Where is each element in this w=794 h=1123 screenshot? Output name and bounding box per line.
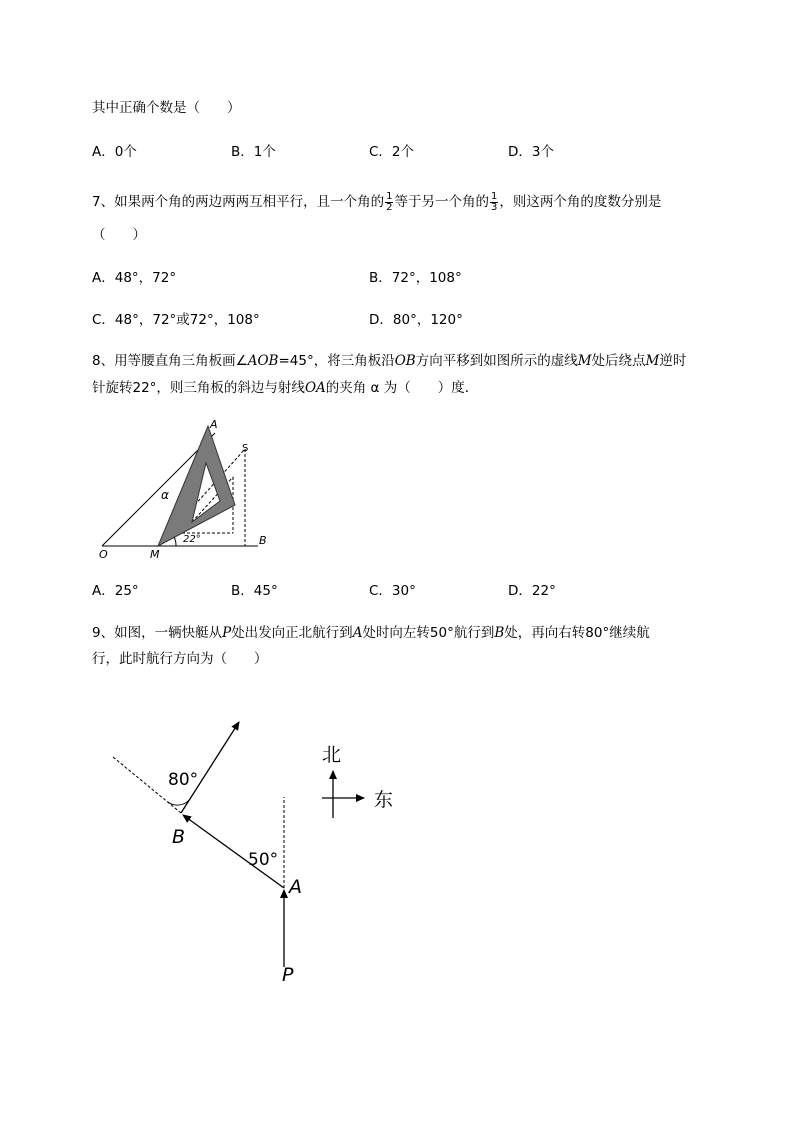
rotated-triangle: [158, 426, 235, 546]
q8-l2-a: 针旋转22°，则三角板的斜边与射线: [92, 380, 305, 396]
q8-l2-oa: OA: [304, 380, 326, 396]
q6-option-d: D．3个: [508, 144, 554, 160]
q7-option-a: A．48°，72°: [92, 270, 177, 286]
q8-figure: [90, 415, 280, 560]
q8-stem-line1: [92, 352, 686, 370]
label-P: P: [282, 964, 294, 986]
q8-l1-c: 方向平移到如图所示的虚线: [415, 353, 578, 369]
q9-l1-d: 处，再向右转80°继续航: [504, 625, 650, 641]
q9-l1-b2: B: [494, 625, 505, 641]
q7-fraction-half: [385, 192, 393, 213]
label-A: A: [210, 418, 218, 431]
q8-l1-ob: OB: [394, 353, 416, 369]
compass-icon: [322, 771, 364, 818]
q8-l2-b: 的夹角 α 为（ ）度．: [325, 380, 479, 396]
q9-l1-c: 处时向左转50°航行到: [362, 625, 495, 641]
label-A: A: [289, 876, 302, 898]
q8-option-b: B．45°: [231, 583, 278, 599]
q7-suffix: ，则这两个角的度数分别是: [499, 194, 662, 210]
q7-option-d: D．80°，120°: [369, 312, 463, 328]
q7-middle: 等于另一个角的: [394, 194, 489, 210]
q7-prefix: 7、如果两个角的两边两两互相平行，且一个角的: [92, 194, 385, 210]
label-S: S: [242, 443, 249, 454]
label-80: 80°: [168, 770, 199, 790]
q7-frac2-den: 3: [490, 201, 498, 213]
q6-stem: 其中正确个数是（ ）: [92, 100, 241, 116]
q9-stem-line2: 行，此时航行方向为（ ）: [92, 651, 268, 667]
q7-stem: [92, 190, 661, 214]
q8-l1-b: =45°，将三角板沿: [278, 353, 395, 369]
q9-l1-p: P: [222, 625, 232, 641]
q9-l1-a: 9、如图，一辆快艇从: [92, 625, 223, 641]
label-B: B: [172, 826, 186, 848]
q8-l1-m1: M: [577, 353, 592, 369]
q6-option-a: A．0个: [92, 144, 137, 160]
label-alpha: α: [161, 488, 169, 502]
q7-frac1-den: 2: [386, 201, 393, 213]
label-east: 东: [374, 789, 394, 811]
q7-frac1-num: 1: [386, 190, 393, 202]
angle-22-arc: [174, 537, 176, 546]
q8-option-d: D．22°: [508, 583, 556, 599]
label-50: 50°: [248, 850, 279, 870]
q7-option-c: C．48°，72°或72°，108°: [92, 312, 260, 328]
q6-option-b: B．1个: [231, 144, 276, 160]
q7-fraction-third: [490, 192, 498, 213]
q6-option-c: C．2个: [369, 144, 415, 160]
label-B: B: [259, 534, 267, 547]
q9-l1-a2: A: [352, 625, 363, 641]
q9-stem-line1: [92, 624, 650, 642]
label-O: O: [99, 548, 108, 560]
q8-l1-m2: M: [645, 353, 660, 369]
label-north: 北: [322, 744, 342, 766]
q7-paren: （ ）: [92, 227, 146, 243]
q7-frac2-num: 1: [490, 190, 498, 202]
q9-l1-b: 处出发向正北航行到: [231, 625, 353, 641]
q8-l1-aob: AOB: [247, 353, 279, 369]
q8-l1-d: 处后绕点: [591, 353, 646, 369]
q8-l1-a: 8、用等腰直角三角板画∠: [92, 353, 248, 369]
label-M: M: [150, 548, 160, 560]
q8-option-a: A．25°: [92, 583, 139, 599]
q8-option-c: C．30°: [369, 583, 416, 599]
label-22: 22°: [183, 534, 201, 545]
q8-l1-e: 逆时: [659, 353, 687, 369]
q8-stem-line2: [92, 379, 478, 397]
q7-option-b: B．72°，108°: [369, 270, 462, 286]
q9-figure: [100, 705, 420, 995]
